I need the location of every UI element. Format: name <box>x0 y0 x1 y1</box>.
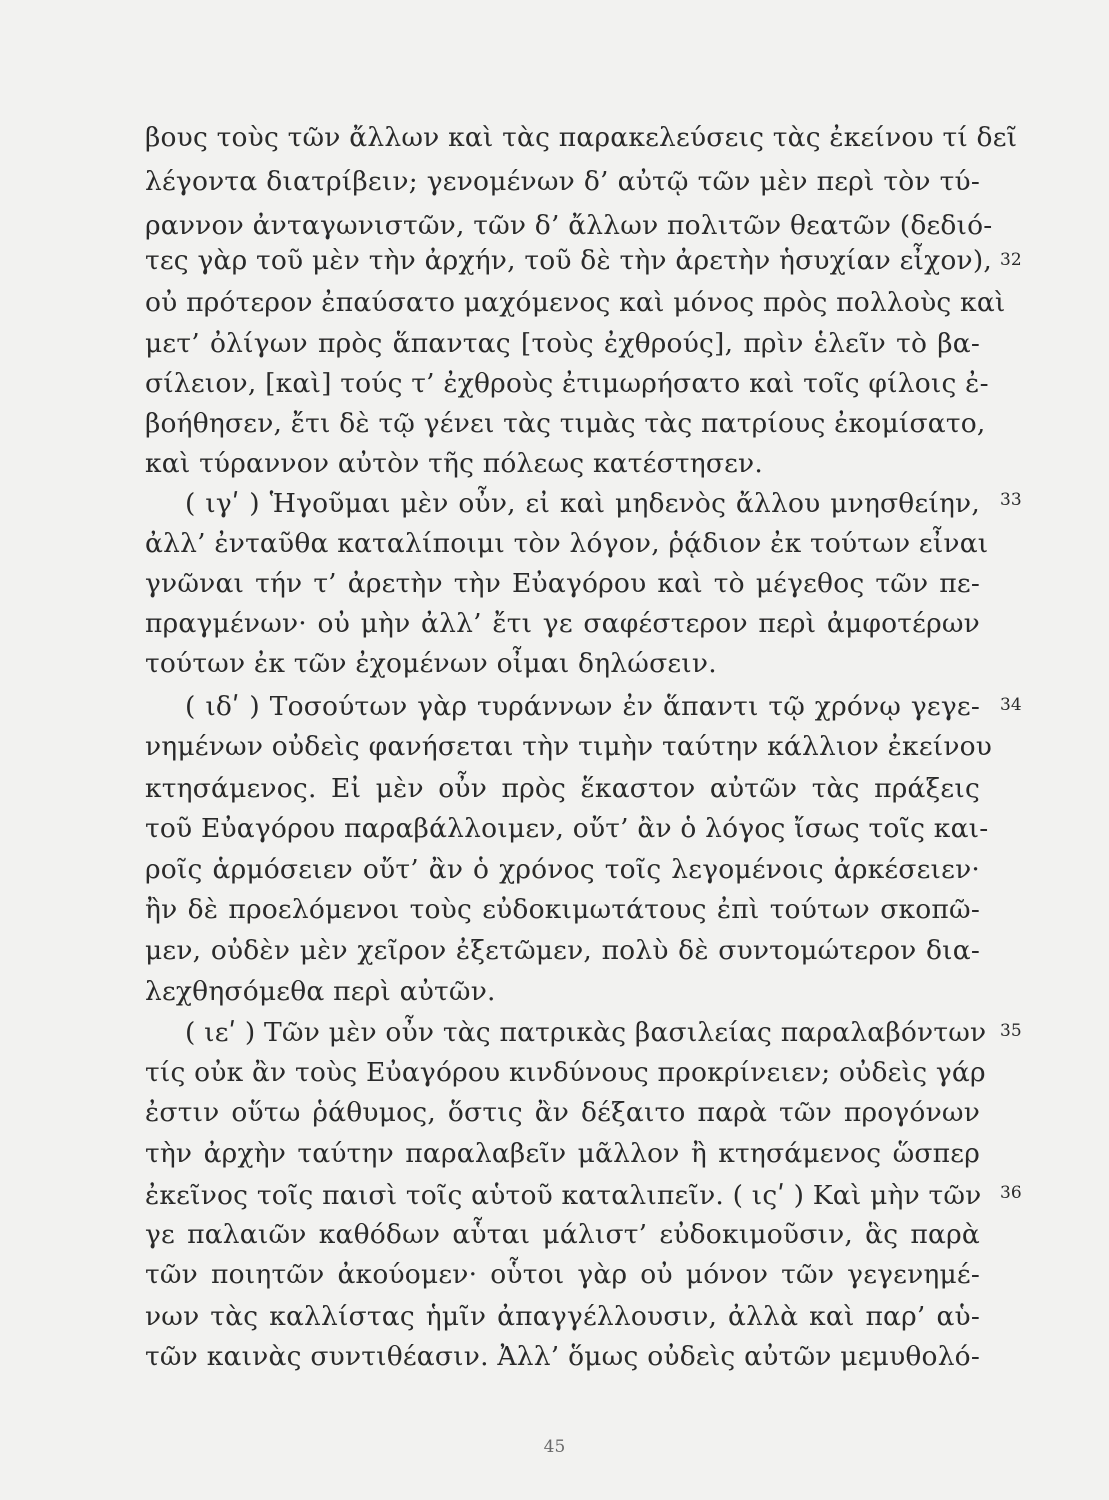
text-line: μετ’ ὀλίγων πρὸς ἅπαντας [τοὺς ἐχθρούς], πρὶν ἑλεῖν τὸ βα- <box>145 328 980 359</box>
text-line: τὴν ἀρχὴν ταύτην παραλαβεῖν μᾶλλον ἢ κτησάμενος ὥσπερ <box>145 1138 980 1169</box>
text-line: τῶν καινὰς συντιθέασιν. Ἀλλ’ ὅμως οὐδεὶς αὐτῶν μεμυθολό- <box>145 1341 980 1372</box>
text-line: τῶν ποιητῶν ἀκούομεν· οὗτοι γὰρ οὐ μόνον τῶν γεγενημέ- <box>145 1259 980 1290</box>
text-line: ἀλλ’ ἐνταῦθα καταλίποιμι τὸν λόγον, ῥᾴδιον ἐκ τούτων εἶναι <box>145 528 989 559</box>
text-line: τούτων ἐκ τῶν ἐχομένων οἶμαι δηλώσειν. <box>145 648 717 679</box>
section-number: 32 <box>1000 250 1022 270</box>
text-line: ἐκεῖνος τοῖς παισὶ τοῖς αὑτοῦ καταλιπεῖν. ( ιςʹ ) Καὶ μὴν τῶν <box>145 1180 982 1211</box>
page-number: 45 <box>543 1437 566 1457</box>
text-line: νημένων οὐδεὶς φανήσεται τὴν τιμὴν ταύτην κάλλιον ἐκείνου <box>145 731 993 762</box>
text-line: οὐ πρότερον ἐπαύσατο μαχόμενος καὶ μόνος πρὸς πολλοὺς καὶ <box>145 287 1006 318</box>
text-line: μεν, οὐδὲν μὲν χεῖρον ἐξετῶμεν, πολὺ δὲ συντομώτερον δια- <box>145 935 980 966</box>
text-line: γε παλαιῶν καθόδων αὗται μάλιστ’ εὐδοκιμοῦσιν, ἃς παρὰ <box>145 1219 980 1250</box>
text-line: καὶ τύραννον αὐτὸν τῆς πόλεως κατέστησεν. <box>145 448 763 479</box>
text-line: σίλειον, [καὶ] τούς τ’ ἐχθροὺς ἐτιμωρήσατο καὶ τοῖς φίλοις ἐ- <box>145 368 989 399</box>
text-line: ( ιεʹ ) Τῶν μὲν οὖν τὰς πατρικὰς βασιλείας παραλαβόντων <box>185 1017 987 1048</box>
text-line: νων τὰς καλλίστας ἡμῖν ἀπαγγέλλουσιν, ἀλλὰ καὶ παρ’ αὑ- <box>145 1301 980 1332</box>
text-line: βους τοὺς τῶν ἄλλων καὶ τὰς παρακελεύσεις τὰς ἐκείνου τί δεῖ <box>145 122 1018 153</box>
text-line: βοήθησεν, ἔτι δὲ τῷ γένει τὰς τιμὰς τὰς πατρίους ἐκομίσατο, <box>145 408 986 439</box>
text-line: τες γὰρ τοῦ μὲν τὴν ἀρχήν, τοῦ δὲ τὴν ἀρετὴν ἡσυχίαν εἶχον), <box>145 245 992 276</box>
text-line: ἢν δὲ προελόμενοι τοὺς εὐδοκιμωτάτους ἐπὶ τούτων σκοπῶ- <box>145 894 980 925</box>
text-line: ροῖς ἁρμόσειεν οὔτ’ ἂν ὁ χρόνος τοῖς λεγομένοις ἀρκέσειεν· <box>145 854 980 885</box>
text-line: πραγμένων· οὐ μὴν ἀλλ’ ἔτι γε σαφέστερον περὶ ἀμφοτέρων <box>145 608 980 639</box>
text-line: τίς οὐκ ἂν τοὺς Εὐαγόρου κινδύνους προκρίνειεν; οὐδεὶς γάρ <box>145 1057 986 1088</box>
section-number: 33 <box>1000 490 1022 510</box>
text-line: κτησάμενος. Εἰ μὲν οὖν πρὸς ἕκαστον αὐτῶν τὰς πράξεις <box>145 773 980 804</box>
text-line: γνῶναι τήν τ’ ἀρετὴν τὴν Εὐαγόρου καὶ τὸ μέγεθος τῶν πε- <box>145 568 980 599</box>
section-number: 34 <box>1000 695 1022 715</box>
text-line: ἐστιν οὕτω ῥάθυμος, ὅστις ἂν δέξαιτο παρὰ τῶν προγόνων <box>145 1097 980 1128</box>
text-line: ( ιδʹ ) Τοσούτων γὰρ τυράννων ἐν ἅπαντι τῷ χρόνῳ γεγε- <box>185 691 980 722</box>
text-line: ραννον ἀνταγωνιστῶν, τῶν δ’ ἄλλων πολιτῶν θεατῶν (δεδιό- <box>145 210 993 241</box>
section-number: 35 <box>1000 1021 1022 1041</box>
text-line: λεχθησόμεθα περὶ αὐτῶν. <box>145 976 496 1007</box>
text-line: ( ιγʹ ) Ἡγοῦμαι μὲν οὖν, εἰ καὶ μηδενὸς ἄλλου μνησθείην, <box>185 488 980 519</box>
text-line: τοῦ Εὐαγόρου παραβάλλοιμεν, οὔτ’ ἂν ὁ λόγος ἴσως τοῖς και- <box>145 813 989 844</box>
text-line: λέγοντα διατρίβειν; γενομένων δ’ αὐτῷ τῶν μὲν περὶ τὸν τύ- <box>145 166 980 197</box>
section-number: 36 <box>1000 1183 1022 1203</box>
